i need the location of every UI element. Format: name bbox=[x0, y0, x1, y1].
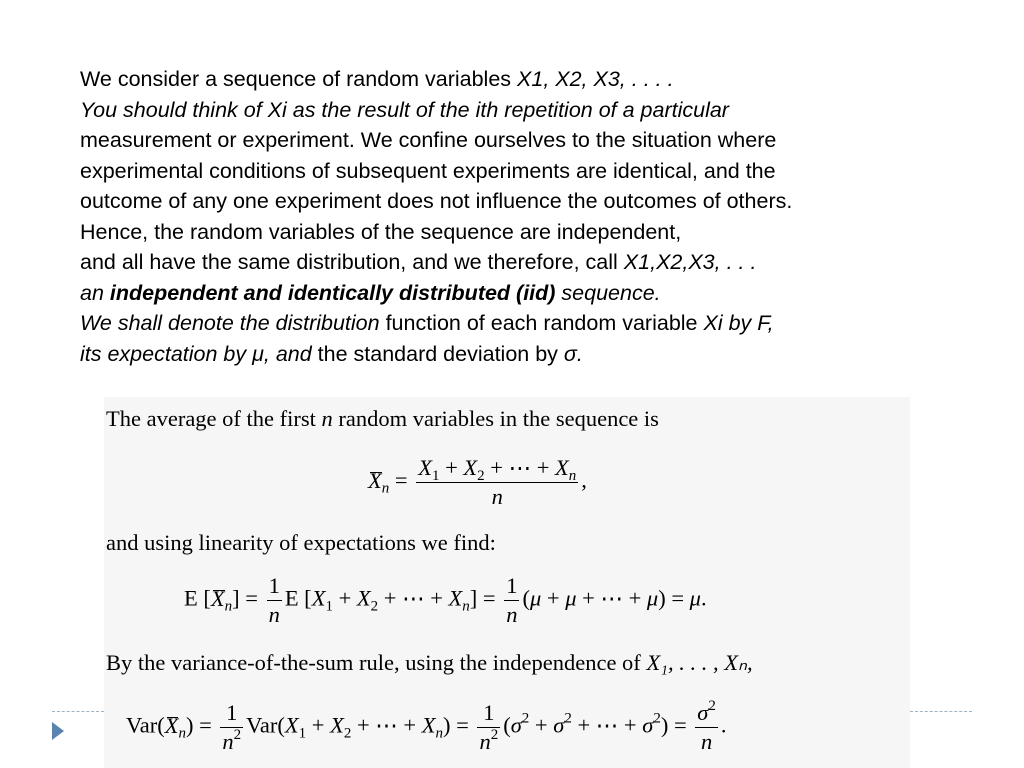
iid-term: independent and identically distributed (iid) bbox=[109, 280, 556, 305]
linearity-statement: and using linearity of expectations we find: bbox=[106, 530, 496, 555]
slide-bullet-icon bbox=[52, 722, 64, 740]
intro-line-6: Hence, the random variables of the sequence are independent, bbox=[80, 219, 682, 244]
intro-line-2: You should think of Xi as the result of the ith repetition of a particular bbox=[80, 97, 729, 122]
intro-line-1: We consider a sequence of random variables X1, X2, X3, . . . . bbox=[80, 67, 674, 91]
intro-line-7: and all have the same distribution, and we therefore, call X1,X2,X3, . . . bbox=[80, 250, 757, 274]
intro-line-9: We shall denote the distribution function of each random variable Xi by F, bbox=[80, 311, 774, 335]
intro-line-5: outcome of any one experiment does not influence the outcomes of others. bbox=[80, 189, 793, 213]
intro-line-4: experimental conditions of subsequent experiments are identical, and the bbox=[80, 158, 776, 183]
expectation-formula: E $[X_n]$ = $\frac{1}{n}$ E [$X_1 + X_2$ + ⋯ + $X_n$] = $\frac{1}{n}$ (μ + μ + ⋯ + μ) = μ. bbox=[184, 573, 707, 627]
variable-sequence-2: X1,X2,X3, . . . bbox=[623, 250, 757, 274]
average-statement: The average of the first n random variables in the sequence is bbox=[106, 406, 659, 431]
intro-line-10: its expectation by μ, and the standard deviation by σ. bbox=[80, 341, 583, 366]
variance-rule-statement: By the variance-of-the-sum rule, using the independence of X₁, . . . , Xₙ, bbox=[106, 650, 753, 675]
variance-formula: $Var(X_n)$ = $\frac{1}{n^2}$ $Var(X_1 + X_2$ + ⋯ + $X_n$) = $\frac{1}{n^2}$ ($\sigma^2 + \sigma^2$ + ⋯ + $\sigma^2$) = $\frac{\sigma^2}{n}$ . bbox=[126, 698, 727, 754]
intro-line-8: an independent and identically distributed (iid) sequence. bbox=[80, 280, 661, 305]
math-excerpt-image bbox=[104, 397, 910, 768]
footer-divider-right bbox=[910, 711, 972, 712]
sample-mean-formula: $X_n$ = $\frac{X_1 + X_2 + \cdots + X_n}{n}$ , bbox=[368, 455, 587, 509]
intro-line-3: measurement or experiment. We confine ourselves to the situation where bbox=[80, 128, 777, 152]
intro-paragraph bbox=[80, 64, 960, 369]
footer-divider-left bbox=[52, 711, 104, 712]
variable-sequence: X1, X2, X3, . . . . bbox=[517, 67, 674, 91]
